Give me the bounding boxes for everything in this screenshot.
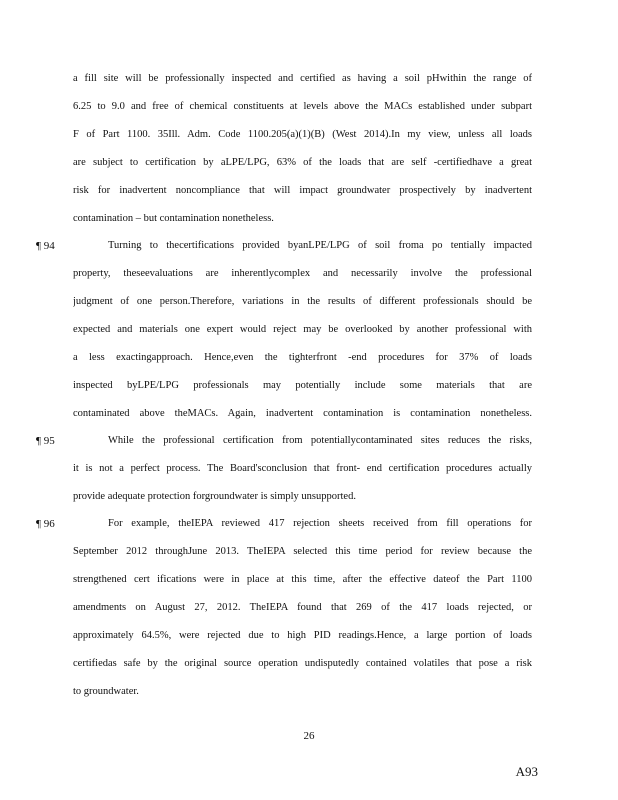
- text-line: a less exactingapproach. Hence,even the tighterfront -end procedures for 37% of loads: [73, 352, 532, 363]
- text-line: For example, theIEPA reviewed 417 rejection sheets received from fill operations for: [108, 518, 532, 529]
- paragraph-marker: ¶ 96: [36, 518, 55, 530]
- text-line: inspected byLPE/LPG professionals may potentially include some materials that are: [73, 380, 532, 391]
- text-line: contaminated above theMACs. Again, inadvertent contamination is contamination nonetheless.: [73, 408, 532, 419]
- text-line: amendments on August 27, 2012. TheIEPA found that 269 of the 417 loads rejected, or: [73, 602, 532, 613]
- text-line: strengthened cert ifications were in place at this time, after the effective dateof the Part 1100: [73, 574, 532, 585]
- text-line: F of Part 1100. 35Ill. Adm. Code 1100.205(a)(1)(B) (West 2014).In my view, unless all loads: [73, 129, 532, 140]
- text-line: property, theseevaluations are inherentlycomplex and necessarily involve the professional: [73, 268, 532, 279]
- text-line: September 2012 throughJune 2013. TheIEPA selected this time period for review because the: [73, 546, 532, 557]
- paragraph-marker: ¶ 95: [36, 435, 55, 447]
- text-line: 6.25 to 9.0 and free of chemical constituents at levels above the MACs established under subpart: [73, 101, 532, 112]
- paragraph-marker: ¶ 94: [36, 240, 55, 252]
- text-line: Turning to thecertifications provided byanLPE/LPG of soil froma po tentially impacted: [108, 240, 532, 251]
- page-number: 26: [303, 730, 315, 742]
- text-line: While the professional certification from potentiallycontaminated sites reduces the risks,: [108, 435, 532, 446]
- text-line: contamination – but contamination nonetheless.: [73, 213, 274, 224]
- text-line: it is not a perfect process. The Board'sconclusion that front- end certification procedures actually: [73, 463, 532, 474]
- text-line: are subject to certification by aLPE/LPG, 63% of the loads that are self -certifiedhave a great: [73, 157, 532, 168]
- text-line: provide adequate protection forgroundwater is simply unsupported.: [73, 491, 356, 502]
- text-line: expected and materials one expert would reject may be overlooked by another professional with: [73, 324, 532, 335]
- text-line: judgment of one person.Therefore, variations in the results of different professionals should be: [73, 296, 532, 307]
- text-line: a fill site will be professionally inspected and certified as having a soil pHwithin the range of: [73, 73, 532, 84]
- text-line: certifiedas safe by the original source operation undisputedly contained volatiles that pose a risk: [73, 658, 532, 669]
- text-line: to groundwater.: [73, 686, 139, 697]
- text-line: risk for inadvertent noncompliance that will impact groundwater prospectively by inadvertent: [73, 185, 532, 196]
- exhibit-label: A93: [515, 764, 538, 779]
- text-line: approximately 64.5%, were rejected due to high PID readings.Hence, a large portion of loads: [73, 630, 532, 641]
